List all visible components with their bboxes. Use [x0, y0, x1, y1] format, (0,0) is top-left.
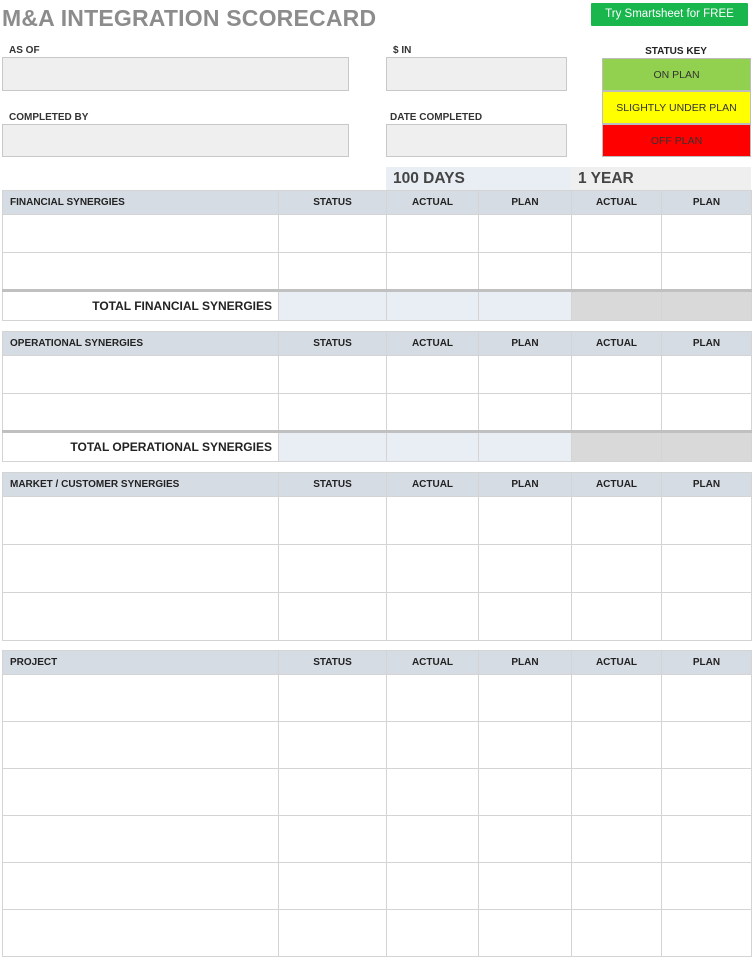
cell[interactable] — [479, 432, 572, 462]
cell[interactable] — [662, 497, 752, 545]
col-status: STATUS — [279, 191, 387, 215]
cell[interactable] — [387, 675, 479, 722]
period-1-year: 1 YEAR — [571, 167, 751, 191]
cell[interactable] — [279, 593, 387, 641]
table-row — [3, 675, 752, 722]
col-plan-100-days: PLAN — [479, 332, 572, 356]
cell[interactable] — [662, 769, 752, 816]
status-key-slightly-under-plan: SLIGHTLY UNDER PLAN — [602, 91, 751, 124]
col-actual-1-year: ACTUAL — [572, 332, 662, 356]
col-plan-1-year: PLAN — [662, 332, 752, 356]
cell[interactable] — [572, 215, 662, 253]
cell[interactable] — [479, 816, 572, 863]
table-header-row — [3, 651, 752, 675]
col-plan-100-days: PLAN — [479, 191, 572, 215]
section-title: MARKET / CUSTOMER SYNERGIES — [3, 473, 279, 497]
page-title: M&A INTEGRATION SCORECARD — [2, 5, 377, 31]
cell[interactable] — [572, 253, 662, 291]
cell[interactable] — [387, 394, 479, 432]
operational-synergies-table — [2, 331, 752, 462]
table-header-row — [3, 191, 752, 215]
cell[interactable] — [662, 863, 752, 910]
cell[interactable] — [3, 910, 279, 957]
cell[interactable] — [479, 497, 572, 545]
cell[interactable] — [387, 253, 479, 291]
section-title: PROJECT — [3, 651, 279, 675]
table-row — [3, 863, 752, 910]
cell[interactable] — [572, 593, 662, 641]
cell[interactable] — [279, 910, 387, 957]
completed-by-label: COMPLETED BY — [9, 112, 89, 123]
as-of-field[interactable] — [2, 57, 349, 91]
cell[interactable] — [572, 545, 662, 593]
cell[interactable] — [662, 432, 752, 462]
col-status: STATUS — [279, 651, 387, 675]
cell[interactable] — [662, 253, 752, 291]
cell[interactable] — [3, 356, 279, 394]
cell[interactable] — [3, 497, 279, 545]
section-title: FINANCIAL SYNERGIES — [3, 191, 279, 215]
dollar-in-field[interactable] — [386, 57, 567, 91]
status-key-title: STATUS KEY — [645, 46, 707, 57]
cell[interactable] — [279, 769, 387, 816]
col-actual-100-days: ACTUAL — [387, 191, 479, 215]
cell[interactable] — [479, 545, 572, 593]
cell[interactable] — [572, 910, 662, 957]
col-plan-1-year: PLAN — [662, 473, 752, 497]
cell[interactable] — [279, 545, 387, 593]
table-row — [3, 769, 752, 816]
col-plan-1-year: PLAN — [662, 651, 752, 675]
cell[interactable] — [387, 722, 479, 769]
table-header-row — [3, 473, 752, 497]
col-plan-100-days: PLAN — [479, 473, 572, 497]
table-row — [3, 816, 752, 863]
cell[interactable] — [572, 675, 662, 722]
total-row — [3, 432, 752, 462]
date-completed-field[interactable] — [386, 124, 567, 157]
table-row — [3, 394, 752, 432]
cell[interactable] — [3, 769, 279, 816]
table-row — [3, 356, 752, 394]
cell[interactable] — [572, 432, 662, 462]
cell[interactable] — [3, 675, 279, 722]
col-status: STATUS — [279, 473, 387, 497]
table-row — [3, 497, 752, 545]
try-smartsheet-button[interactable]: Try Smartsheet for FREE — [591, 3, 748, 26]
cell[interactable] — [662, 910, 752, 957]
col-actual-1-year: ACTUAL — [572, 191, 662, 215]
cell[interactable] — [572, 722, 662, 769]
cell[interactable] — [279, 432, 387, 462]
cell[interactable] — [662, 816, 752, 863]
total-label: TOTAL FINANCIAL SYNERGIES — [3, 291, 279, 321]
cell[interactable] — [3, 722, 279, 769]
cell[interactable] — [662, 593, 752, 641]
cell[interactable] — [662, 545, 752, 593]
cell[interactable] — [279, 253, 387, 291]
cell[interactable] — [479, 863, 572, 910]
cell[interactable] — [572, 291, 662, 321]
col-status: STATUS — [279, 332, 387, 356]
col-actual-100-days: ACTUAL — [387, 473, 479, 497]
total-row — [3, 291, 752, 321]
cell[interactable] — [3, 545, 279, 593]
completed-by-field[interactable] — [2, 124, 349, 157]
dollar-in-label: $ IN — [393, 45, 412, 56]
cell[interactable] — [479, 722, 572, 769]
cell[interactable] — [3, 215, 279, 253]
cell[interactable] — [479, 769, 572, 816]
date-completed-label: DATE COMPLETED — [390, 112, 483, 123]
cell[interactable] — [572, 769, 662, 816]
cell[interactable] — [387, 545, 479, 593]
cell[interactable] — [387, 910, 479, 957]
table-row — [3, 722, 752, 769]
col-actual-1-year: ACTUAL — [572, 473, 662, 497]
cell[interactable] — [572, 863, 662, 910]
table-row — [3, 253, 752, 291]
cell[interactable] — [662, 675, 752, 722]
cell[interactable] — [387, 863, 479, 910]
cell[interactable] — [387, 432, 479, 462]
col-actual-100-days: ACTUAL — [387, 651, 479, 675]
cell[interactable] — [279, 497, 387, 545]
cell[interactable] — [479, 356, 572, 394]
period-100-days: 100 DAYS — [386, 167, 571, 191]
cell[interactable] — [387, 769, 479, 816]
col-actual-100-days: ACTUAL — [387, 332, 479, 356]
cell[interactable] — [3, 816, 279, 863]
cell[interactable] — [662, 356, 752, 394]
cell[interactable] — [387, 593, 479, 641]
cell[interactable] — [572, 394, 662, 432]
project-table — [2, 650, 752, 957]
cell[interactable] — [572, 816, 662, 863]
table-row — [3, 910, 752, 957]
cell[interactable] — [387, 356, 479, 394]
col-plan-1-year: PLAN — [662, 191, 752, 215]
cell[interactable] — [3, 863, 279, 910]
cell[interactable] — [279, 722, 387, 769]
status-key-off-plan: OFF PLAN — [602, 124, 751, 157]
table-row — [3, 545, 752, 593]
cell[interactable] — [279, 215, 387, 253]
cell[interactable] — [279, 394, 387, 432]
financial-synergies-table — [2, 190, 752, 321]
col-actual-1-year: ACTUAL — [572, 651, 662, 675]
cell[interactable] — [279, 863, 387, 910]
cell[interactable] — [279, 816, 387, 863]
cell[interactable] — [479, 394, 572, 432]
cell[interactable] — [279, 356, 387, 394]
cell[interactable] — [479, 253, 572, 291]
cell[interactable] — [662, 394, 752, 432]
cell[interactable] — [3, 394, 279, 432]
cell[interactable] — [279, 675, 387, 722]
cell[interactable] — [387, 497, 479, 545]
cell[interactable] — [279, 291, 387, 321]
cell[interactable] — [662, 291, 752, 321]
cell[interactable] — [387, 215, 479, 253]
section-title: OPERATIONAL SYNERGIES — [3, 332, 279, 356]
cell[interactable] — [479, 593, 572, 641]
table-header-row — [3, 332, 752, 356]
market-customer-synergies-table — [2, 472, 752, 641]
col-plan-100-days: PLAN — [479, 651, 572, 675]
total-label: TOTAL OPERATIONAL SYNERGIES — [3, 432, 279, 462]
cell[interactable] — [387, 291, 479, 321]
table-row — [3, 593, 752, 641]
cell[interactable] — [479, 675, 572, 722]
cell[interactable] — [662, 722, 752, 769]
cell[interactable] — [572, 356, 662, 394]
as-of-label: AS OF — [9, 45, 40, 56]
cell[interactable] — [479, 215, 572, 253]
cell[interactable] — [479, 910, 572, 957]
cell[interactable] — [479, 291, 572, 321]
cell[interactable] — [572, 497, 662, 545]
cell[interactable] — [662, 215, 752, 253]
cell[interactable] — [3, 253, 279, 291]
status-key-on-plan: ON PLAN — [602, 58, 751, 91]
cell[interactable] — [387, 816, 479, 863]
cell[interactable] — [3, 593, 279, 641]
table-row — [3, 215, 752, 253]
